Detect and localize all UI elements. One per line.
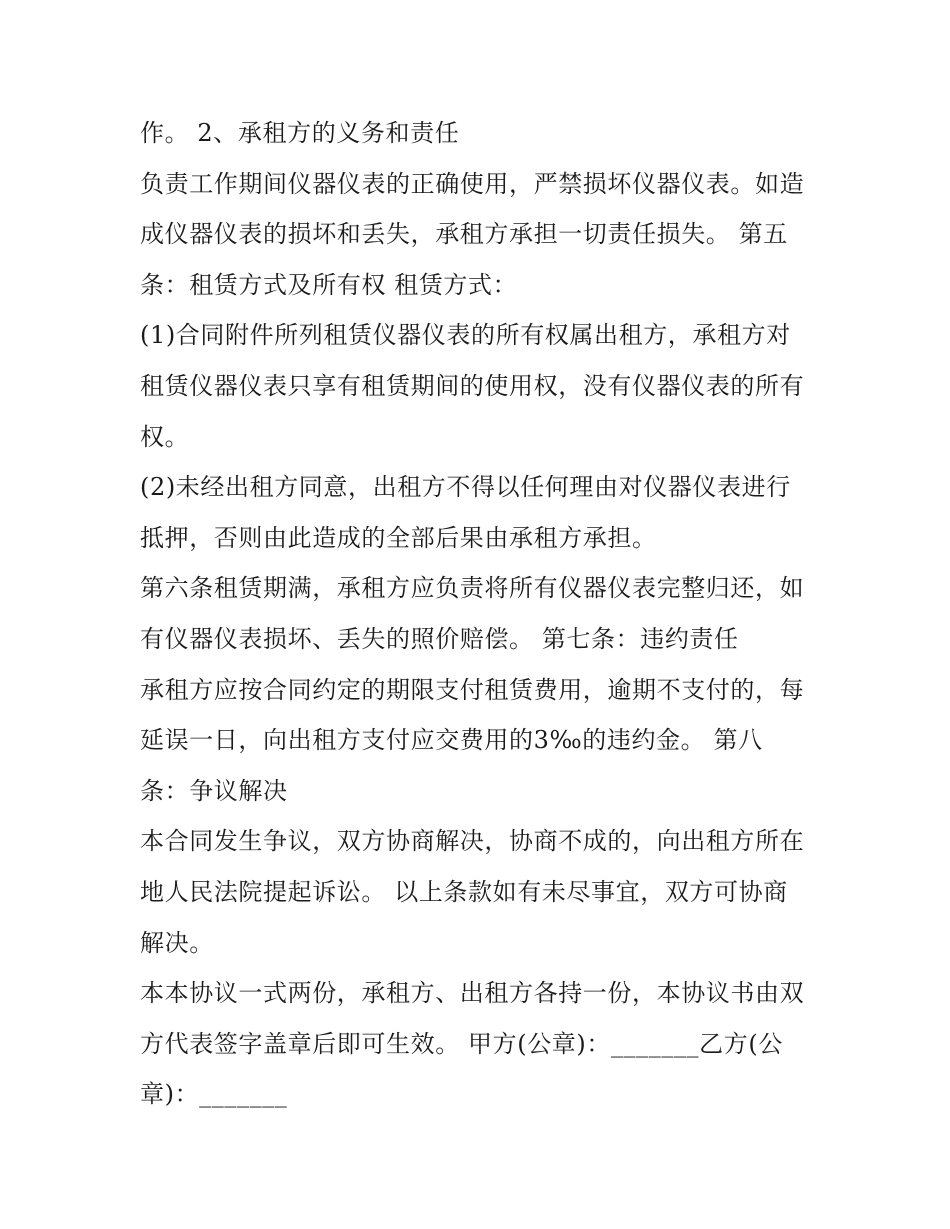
text-line: 地人民法院提起诉讼。 以上条款如有未尽事宜，双方可协商	[140, 877, 788, 906]
text-line: 负责工作期间仪器仪表的正确使用，严禁损坏仪器仪表。如造	[140, 169, 805, 198]
text-line: (1)合同附件所列租赁仪器仪表的所有权属出租方，承租方对	[140, 321, 791, 350]
text-line: 章)：_______	[140, 1080, 288, 1109]
text-line: 抵押，否则由此造成的全部后果由承租方承担。	[140, 523, 657, 552]
text-line: 条：争议解决	[140, 776, 288, 805]
text-line: 权。	[140, 422, 190, 451]
text-line: 有仪器仪表损坏、丢失的照价赔偿。 第七条：违约责任	[140, 624, 739, 653]
contract-text	[140, 108, 820, 1120]
text-line: (2)未经出租方同意，出租方不得以任何理由对仪器仪表进行	[140, 473, 791, 502]
text-line: 成仪器仪表的损坏和丢失，承租方承担一切责任损失。 第五	[140, 220, 788, 249]
text-line: 租赁仪器仪表只享有租赁期间的使用权，没有仪器仪表的所有	[140, 371, 805, 400]
text-line: 承租方应按合同约定的期限支付租赁费用，逾期不支付的，每	[140, 675, 805, 704]
text-line: 作。 2、承租方的义务和责任	[140, 119, 460, 147]
text-line: 方代表签字盖章后即可生效。 甲方(公章)：_______乙方(公	[140, 1029, 783, 1058]
text-line: 解决。	[140, 928, 214, 957]
text-line: 延误一日，向出租方支付应交费用的3‰的违约金。 第八	[140, 726, 763, 755]
text-line: 条：租赁方式及所有权 租赁方式：	[140, 270, 518, 299]
text-line: 第六条租赁期满，承租方应负责将所有仪器仪表完整归还，如	[140, 574, 805, 603]
text-line: 本本协议一式两份，承租方、出租方各持一份，本协议书由双	[140, 979, 805, 1008]
text-line: 本合同发生争议，双方协商解决，协商不成的，向出租方所在	[140, 827, 805, 856]
